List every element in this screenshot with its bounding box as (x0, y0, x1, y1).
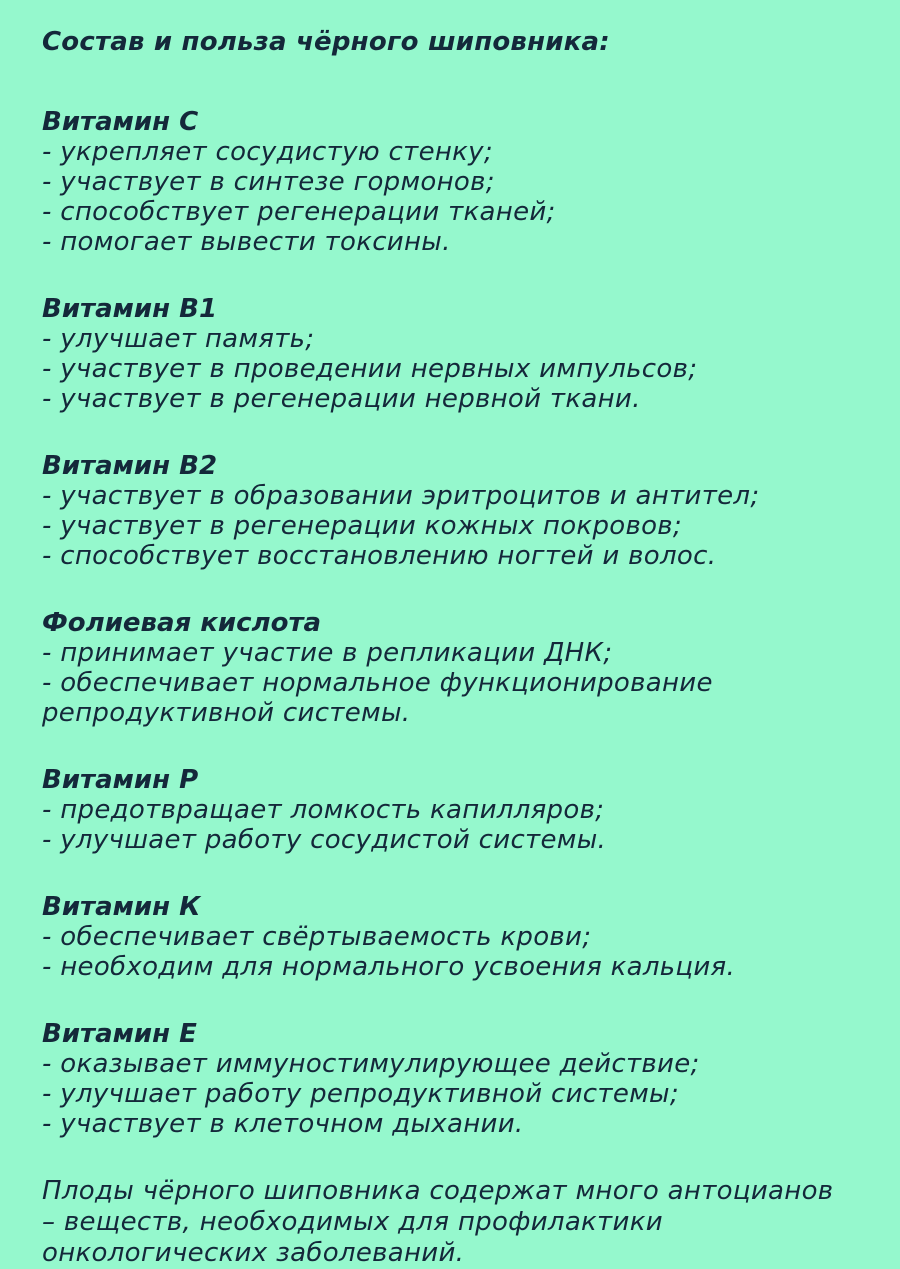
benefit-line: - способствует восстановлению ногтей и волос. (42, 541, 717, 571)
benefit-line: - участвует в проведении нервных импульсов; (42, 354, 698, 384)
benefit-line: - укрепляет сосудистую стенку; (42, 137, 493, 167)
benefit-line: - обеспечивает свёртываемость крови; (42, 922, 592, 952)
benefit-line: - способствует регенерации тканей; (42, 197, 556, 227)
benefit-line: - участвует в регенерации кожных покровов; (42, 511, 682, 541)
benefit-line: - помогает вывести токсины. (42, 227, 451, 257)
benefit-line: - обеспечивает нормальное функционирование (42, 668, 713, 698)
benefit-line: - принимает участие в репликации ДНК; (42, 638, 613, 668)
section-heading: Витамин К (42, 892, 201, 922)
section-heading: Витамин Р (42, 765, 199, 795)
section-vitamin-e (42, 1019, 870, 1139)
section-heading: Витамин С (42, 107, 199, 137)
benefit-line: - участвует в синтезе гормонов; (42, 167, 495, 197)
section-vitamin-c (42, 107, 870, 257)
page-title: Состав и польза чёрного шиповника: (42, 27, 610, 57)
section-vitamin-p (42, 765, 870, 855)
section-folic-acid (42, 608, 870, 728)
closing-line: Плоды чёрного шиповника содержат много антоцианов (42, 1176, 834, 1206)
section-heading: Витамин В2 (42, 451, 218, 481)
section-vitamin-b2 (42, 451, 870, 571)
closing-line: онкологических заболеваний. (42, 1238, 465, 1268)
benefit-line: репродуктивной системы. (42, 698, 411, 728)
closing-line: – веществ, необходимых для профилактики (42, 1207, 663, 1237)
benefit-line: - участвует в регенерации нервной ткани. (42, 384, 641, 414)
section-heading: Фолиевая кислота (42, 608, 322, 638)
benefit-line: - участвует в образовании эритроцитов и антител; (42, 481, 760, 511)
benefit-line: - улучшает работу сосудистой системы. (42, 825, 607, 855)
benefit-line: - улучшает работу репродуктивной системы; (42, 1079, 679, 1109)
section-vitamin-b1 (42, 294, 870, 414)
section-heading: Витамин В1 (42, 294, 218, 324)
benefit-line: - необходим для нормального усвоения кальция. (42, 952, 736, 982)
benefit-line: - предотвращает ломкость капилляров; (42, 795, 605, 825)
section-vitamin-k (42, 892, 870, 982)
benefit-line: - улучшает память; (42, 324, 315, 354)
benefit-line: - оказывает иммуностимулирующее действие; (42, 1049, 700, 1079)
benefit-line: - участвует в клеточном дыхании. (42, 1109, 524, 1139)
closing-paragraph (42, 1176, 870, 1269)
section-heading: Витамин Е (42, 1019, 197, 1049)
